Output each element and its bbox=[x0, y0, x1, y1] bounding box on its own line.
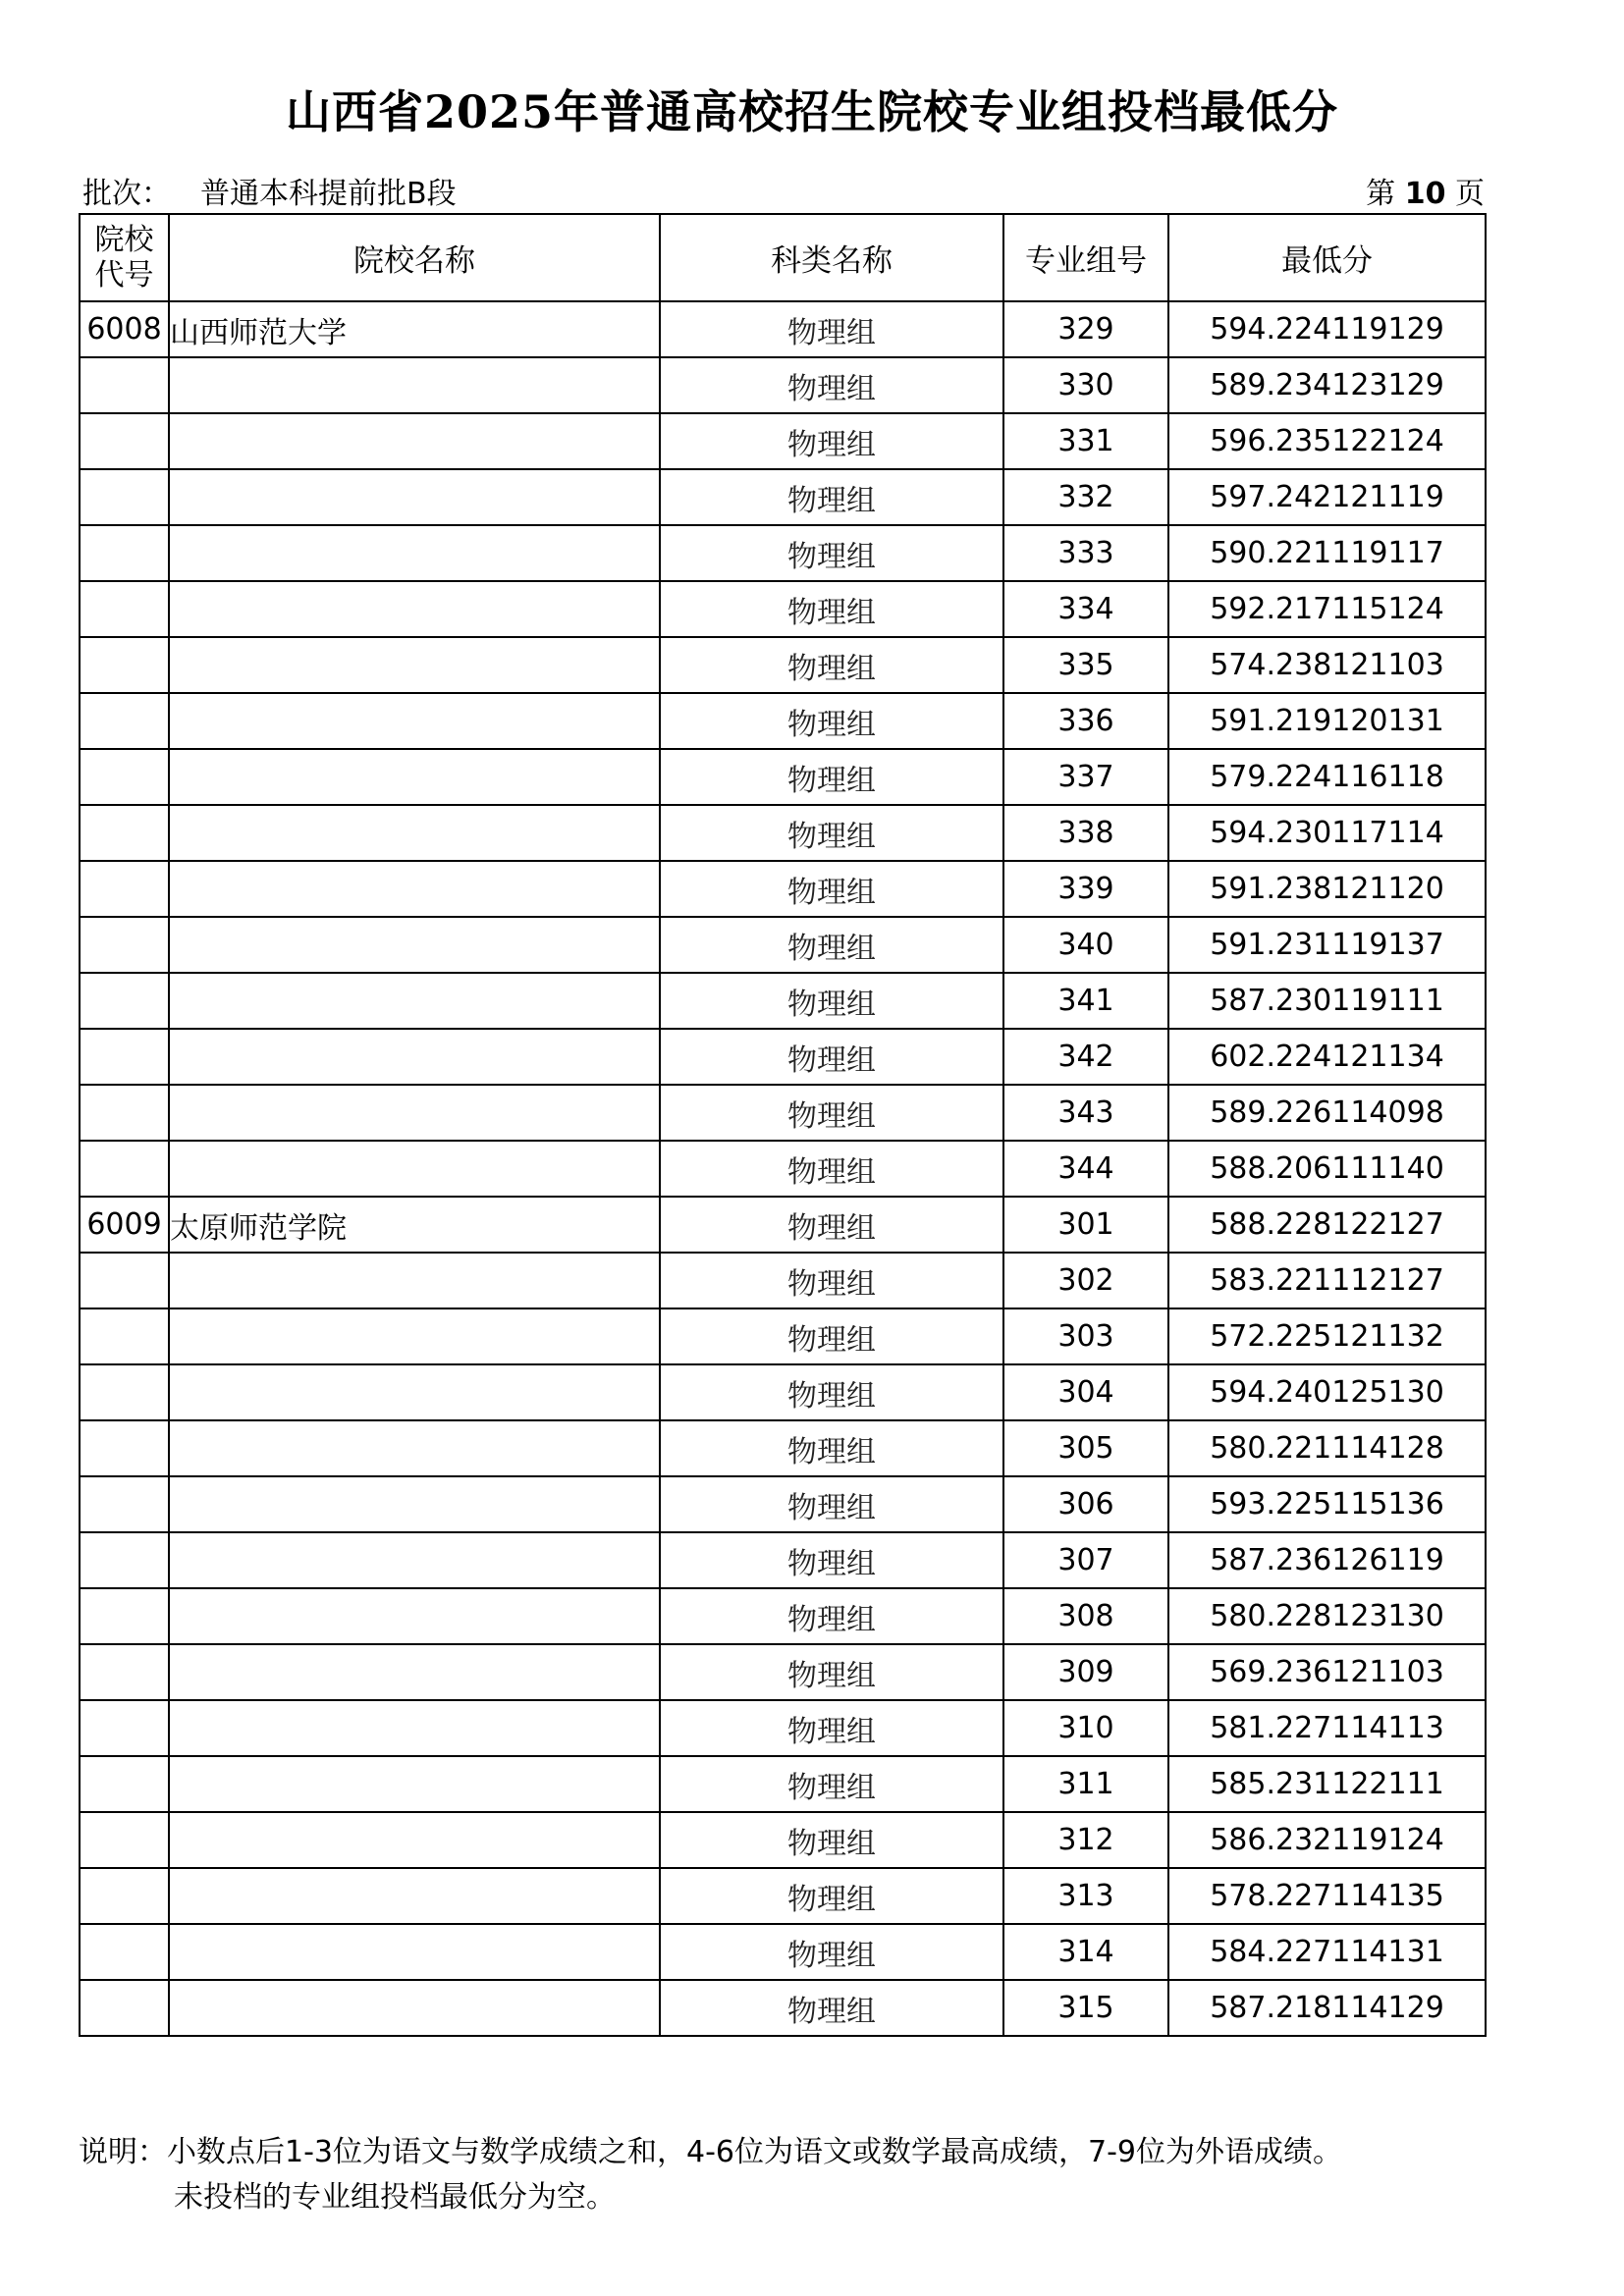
table-header-row bbox=[80, 214, 1486, 301]
group-number-cell: 334 bbox=[1003, 581, 1168, 637]
min-score-cell: 594.240125130 bbox=[1168, 1364, 1486, 1420]
category-cell: 物理组 bbox=[660, 1141, 1003, 1197]
school-code-cell bbox=[80, 1812, 169, 1868]
table-row bbox=[80, 525, 1486, 581]
min-score-cell: 591.238121120 bbox=[1168, 861, 1486, 917]
school-code-cell bbox=[80, 749, 169, 805]
group-number-cell: 343 bbox=[1003, 1085, 1168, 1141]
group-number-cell: 333 bbox=[1003, 525, 1168, 581]
footnote-line1 bbox=[79, 2130, 1502, 2175]
footnote-text-1: 小数点后1-3位为语文与数学成绩之和，4-6位为语文或数学最高成绩，7-9位为外语成绩。 bbox=[167, 2135, 1342, 2169]
min-score-cell: 569.236121103 bbox=[1168, 1644, 1486, 1700]
group-number-cell: 344 bbox=[1003, 1141, 1168, 1197]
school-code-cell bbox=[80, 469, 169, 525]
page-number bbox=[1366, 169, 1485, 212]
school-code-cell: 6008 bbox=[80, 301, 169, 357]
category-cell: 物理组 bbox=[660, 1588, 1003, 1644]
group-number-cell: 309 bbox=[1003, 1644, 1168, 1700]
school-code-cell bbox=[80, 1700, 169, 1756]
group-number-cell: 332 bbox=[1003, 469, 1168, 525]
category-cell: 物理组 bbox=[660, 301, 1003, 357]
group-number-cell: 339 bbox=[1003, 861, 1168, 917]
school-code-cell bbox=[80, 917, 169, 973]
school-name-cell bbox=[169, 637, 660, 693]
min-score-cell: 588.228122127 bbox=[1168, 1197, 1486, 1253]
table-row bbox=[80, 1756, 1486, 1812]
category-cell: 物理组 bbox=[660, 525, 1003, 581]
table-row bbox=[80, 581, 1486, 637]
school-code-cell bbox=[80, 1141, 169, 1197]
min-score-cell: 591.231119137 bbox=[1168, 917, 1486, 973]
batch-info bbox=[82, 169, 457, 212]
score-table bbox=[79, 213, 1487, 2037]
group-number-cell: 303 bbox=[1003, 1308, 1168, 1364]
group-number-cell: 335 bbox=[1003, 637, 1168, 693]
group-number-cell: 336 bbox=[1003, 693, 1168, 749]
school-name-cell bbox=[169, 1085, 660, 1141]
category-cell: 物理组 bbox=[660, 1644, 1003, 1700]
table-row bbox=[80, 357, 1486, 413]
school-name-cell bbox=[169, 1644, 660, 1700]
min-score-cell: 602.224121134 bbox=[1168, 1029, 1486, 1085]
table-row bbox=[80, 1197, 1486, 1253]
school-code-cell bbox=[80, 861, 169, 917]
min-score-cell: 587.230119111 bbox=[1168, 973, 1486, 1029]
school-code-cell bbox=[80, 693, 169, 749]
group-number-cell: 312 bbox=[1003, 1812, 1168, 1868]
group-number-cell: 307 bbox=[1003, 1532, 1168, 1588]
category-cell: 物理组 bbox=[660, 693, 1003, 749]
min-score-cell: 596.235122124 bbox=[1168, 413, 1486, 469]
school-name-cell bbox=[169, 1588, 660, 1644]
school-code-cell bbox=[80, 525, 169, 581]
school-name-cell bbox=[169, 693, 660, 749]
group-number-cell: 315 bbox=[1003, 1980, 1168, 2036]
min-score-cell: 578.227114135 bbox=[1168, 1868, 1486, 1924]
header-school-code bbox=[80, 214, 169, 301]
category-cell: 物理组 bbox=[660, 1253, 1003, 1308]
table-row bbox=[80, 469, 1486, 525]
school-code-cell bbox=[80, 1980, 169, 2036]
school-code-cell bbox=[80, 1868, 169, 1924]
school-name-cell bbox=[169, 1253, 660, 1308]
table-row bbox=[80, 413, 1486, 469]
table-row bbox=[80, 301, 1486, 357]
school-code-cell bbox=[80, 413, 169, 469]
table-row bbox=[80, 861, 1486, 917]
footnote bbox=[79, 2130, 1502, 2220]
table-row bbox=[80, 1924, 1486, 1980]
school-name-cell: 太原师范学院 bbox=[169, 1197, 660, 1253]
page-number-value: 10 bbox=[1404, 177, 1446, 211]
table-row bbox=[80, 1308, 1486, 1364]
category-cell: 物理组 bbox=[660, 1532, 1003, 1588]
school-name-cell bbox=[169, 973, 660, 1029]
footnote-line2: 未投档的专业组投档最低分为空。 bbox=[174, 2180, 616, 2215]
school-name-cell bbox=[169, 1532, 660, 1588]
min-score-cell: 594.224119129 bbox=[1168, 301, 1486, 357]
page-prefix: 第 bbox=[1366, 177, 1396, 211]
school-name-cell bbox=[169, 581, 660, 637]
school-code-cell bbox=[80, 1029, 169, 1085]
table-row bbox=[80, 1141, 1486, 1197]
min-score-cell: 572.225121132 bbox=[1168, 1308, 1486, 1364]
min-score-cell: 597.242121119 bbox=[1168, 469, 1486, 525]
footnote-label: 说明： bbox=[79, 2135, 167, 2169]
group-number-cell: 308 bbox=[1003, 1588, 1168, 1644]
table-row bbox=[80, 1644, 1486, 1700]
school-name-cell bbox=[169, 1029, 660, 1085]
school-name-cell bbox=[169, 1812, 660, 1868]
min-score-cell: 574.238121103 bbox=[1168, 637, 1486, 693]
group-number-cell: 305 bbox=[1003, 1420, 1168, 1476]
group-number-cell: 329 bbox=[1003, 301, 1168, 357]
category-cell: 物理组 bbox=[660, 1364, 1003, 1420]
min-score-cell: 579.224116118 bbox=[1168, 749, 1486, 805]
school-code-cell bbox=[80, 1420, 169, 1476]
school-code-cell bbox=[80, 1364, 169, 1420]
category-cell: 物理组 bbox=[660, 1756, 1003, 1812]
category-cell: 物理组 bbox=[660, 357, 1003, 413]
group-number-cell: 313 bbox=[1003, 1868, 1168, 1924]
school-name-cell bbox=[169, 1364, 660, 1420]
min-score-cell: 594.230117114 bbox=[1168, 805, 1486, 861]
header-group: 专业组号 bbox=[1003, 214, 1168, 301]
batch-label: 批次： bbox=[82, 177, 171, 211]
school-code-cell bbox=[80, 973, 169, 1029]
school-name-cell bbox=[169, 1476, 660, 1532]
category-cell: 物理组 bbox=[660, 1924, 1003, 1980]
school-name-cell bbox=[169, 1980, 660, 2036]
school-code-cell bbox=[80, 1308, 169, 1364]
category-cell: 物理组 bbox=[660, 1308, 1003, 1364]
category-cell: 物理组 bbox=[660, 861, 1003, 917]
group-number-cell: 304 bbox=[1003, 1364, 1168, 1420]
group-number-cell: 310 bbox=[1003, 1700, 1168, 1756]
category-cell: 物理组 bbox=[660, 1476, 1003, 1532]
table-row bbox=[80, 1868, 1486, 1924]
school-code-cell bbox=[80, 637, 169, 693]
table-row bbox=[80, 1364, 1486, 1420]
school-code-cell bbox=[80, 1756, 169, 1812]
school-code-cell bbox=[80, 805, 169, 861]
school-name-cell bbox=[169, 917, 660, 973]
school-name-cell bbox=[169, 1141, 660, 1197]
category-cell: 物理组 bbox=[660, 749, 1003, 805]
header-category: 科类名称 bbox=[660, 214, 1003, 301]
min-score-cell: 593.225115136 bbox=[1168, 1476, 1486, 1532]
school-code-cell bbox=[80, 1644, 169, 1700]
min-score-cell: 581.227114113 bbox=[1168, 1700, 1486, 1756]
min-score-cell: 587.218114129 bbox=[1168, 1980, 1486, 2036]
category-cell: 物理组 bbox=[660, 1980, 1003, 2036]
table-row bbox=[80, 1532, 1486, 1588]
group-number-cell: 314 bbox=[1003, 1924, 1168, 1980]
group-number-cell: 302 bbox=[1003, 1253, 1168, 1308]
header-code-line1: 院校 bbox=[94, 222, 154, 257]
header-code-line2: 代号 bbox=[94, 257, 154, 293]
category-cell: 物理组 bbox=[660, 413, 1003, 469]
school-name-cell bbox=[169, 469, 660, 525]
category-cell: 物理组 bbox=[660, 805, 1003, 861]
min-score-cell: 580.221114128 bbox=[1168, 1420, 1486, 1476]
min-score-cell: 583.221112127 bbox=[1168, 1253, 1486, 1308]
header-school-name: 院校名称 bbox=[169, 214, 660, 301]
category-cell: 物理组 bbox=[660, 1868, 1003, 1924]
group-number-cell: 311 bbox=[1003, 1756, 1168, 1812]
group-number-cell: 330 bbox=[1003, 357, 1168, 413]
min-score-cell: 586.232119124 bbox=[1168, 1812, 1486, 1868]
batch-value: 普通本科提前批B段 bbox=[200, 177, 457, 211]
category-cell: 物理组 bbox=[660, 973, 1003, 1029]
school-name-cell bbox=[169, 1308, 660, 1364]
table-row bbox=[80, 1420, 1486, 1476]
batch-info-bar bbox=[82, 169, 1485, 211]
table-row bbox=[80, 973, 1486, 1029]
category-cell: 物理组 bbox=[660, 1420, 1003, 1476]
table-row bbox=[80, 1812, 1486, 1868]
school-name-cell bbox=[169, 1756, 660, 1812]
school-name-cell bbox=[169, 413, 660, 469]
table-row bbox=[80, 1085, 1486, 1141]
min-score-cell: 588.206111140 bbox=[1168, 1141, 1486, 1197]
min-score-cell: 587.236126119 bbox=[1168, 1532, 1486, 1588]
table-row bbox=[80, 805, 1486, 861]
school-name-cell bbox=[169, 805, 660, 861]
group-number-cell: 331 bbox=[1003, 413, 1168, 469]
header-score: 最低分 bbox=[1168, 214, 1486, 301]
min-score-cell: 590.221119117 bbox=[1168, 525, 1486, 581]
school-name-cell: 山西师范大学 bbox=[169, 301, 660, 357]
group-number-cell: 340 bbox=[1003, 917, 1168, 973]
category-cell: 物理组 bbox=[660, 1700, 1003, 1756]
group-number-cell: 342 bbox=[1003, 1029, 1168, 1085]
min-score-cell: 584.227114131 bbox=[1168, 1924, 1486, 1980]
table-row bbox=[80, 637, 1486, 693]
school-name-cell bbox=[169, 1868, 660, 1924]
school-name-cell bbox=[169, 1924, 660, 1980]
school-code-cell bbox=[80, 1476, 169, 1532]
table-row bbox=[80, 749, 1486, 805]
category-cell: 物理组 bbox=[660, 1812, 1003, 1868]
min-score-cell: 592.217115124 bbox=[1168, 581, 1486, 637]
school-name-cell bbox=[169, 1700, 660, 1756]
page-suffix: 页 bbox=[1455, 177, 1485, 211]
group-number-cell: 337 bbox=[1003, 749, 1168, 805]
table-row bbox=[80, 1700, 1486, 1756]
category-cell: 物理组 bbox=[660, 917, 1003, 973]
min-score-cell: 591.219120131 bbox=[1168, 693, 1486, 749]
group-number-cell: 341 bbox=[1003, 973, 1168, 1029]
school-code-cell bbox=[80, 1924, 169, 1980]
table-row bbox=[80, 917, 1486, 973]
school-code-cell bbox=[80, 1532, 169, 1588]
school-name-cell bbox=[169, 861, 660, 917]
school-code-cell bbox=[80, 581, 169, 637]
page-title: 山西省2025年普通高校招生院校专业组投档最低分 bbox=[285, 85, 1339, 138]
category-cell: 物理组 bbox=[660, 1085, 1003, 1141]
category-cell: 物理组 bbox=[660, 637, 1003, 693]
group-number-cell: 338 bbox=[1003, 805, 1168, 861]
table-row bbox=[80, 1253, 1486, 1308]
table-row bbox=[80, 1476, 1486, 1532]
school-name-cell bbox=[169, 525, 660, 581]
category-cell: 物理组 bbox=[660, 1029, 1003, 1085]
category-cell: 物理组 bbox=[660, 581, 1003, 637]
school-code-cell bbox=[80, 1253, 169, 1308]
min-score-cell: 589.234123129 bbox=[1168, 357, 1486, 413]
school-code-cell: 6009 bbox=[80, 1197, 169, 1253]
table-body bbox=[80, 301, 1486, 2036]
school-name-cell bbox=[169, 1420, 660, 1476]
school-code-cell bbox=[80, 1588, 169, 1644]
group-number-cell: 301 bbox=[1003, 1197, 1168, 1253]
school-name-cell bbox=[169, 357, 660, 413]
table-row bbox=[80, 1029, 1486, 1085]
category-cell: 物理组 bbox=[660, 469, 1003, 525]
school-name-cell bbox=[169, 749, 660, 805]
school-code-cell bbox=[80, 1085, 169, 1141]
min-score-cell: 585.231122111 bbox=[1168, 1756, 1486, 1812]
school-code-cell bbox=[80, 357, 169, 413]
category-cell: 物理组 bbox=[660, 1197, 1003, 1253]
table-row bbox=[80, 693, 1486, 749]
group-number-cell: 306 bbox=[1003, 1476, 1168, 1532]
table-row bbox=[80, 1980, 1486, 2036]
min-score-cell: 580.228123130 bbox=[1168, 1588, 1486, 1644]
min-score-cell: 589.226114098 bbox=[1168, 1085, 1486, 1141]
table-row bbox=[80, 1588, 1486, 1644]
